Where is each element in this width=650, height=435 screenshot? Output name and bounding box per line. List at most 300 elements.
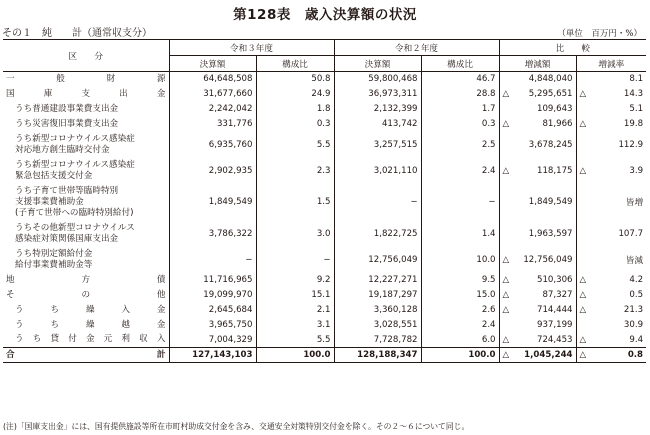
r2-amount-value: − [410, 197, 418, 207]
header-r2-amount: 決算額 [334, 56, 421, 72]
row-label [3, 102, 169, 117]
r3-amount-value: 64,648,508 [203, 74, 253, 85]
table-row [3, 102, 646, 117]
r3-amount-cell [169, 102, 256, 117]
table-row [3, 117, 646, 132]
r2-amount-cell [334, 158, 421, 184]
r2-amount-cell [334, 273, 421, 288]
r2-amount-value: 12,756,049 [368, 254, 418, 265]
r2-ratio-value: 100.0 [468, 350, 496, 360]
r3-amount-cell [169, 348, 256, 363]
label-char: 利 [121, 334, 131, 345]
diff-amount-value: 1,849,549 [528, 197, 573, 207]
negative-triangle-icon: △ [502, 305, 510, 315]
r2-amount-value: 3,360,128 [373, 305, 418, 315]
r3-amount-value: 7,004,329 [208, 334, 253, 345]
negative-triangle-icon: △ [502, 254, 510, 265]
r3-ratio-value: 1.5 [316, 197, 331, 207]
r3-ratio-value: 0.3 [316, 119, 331, 129]
table-row [3, 72, 646, 87]
diff-amount-value: 510,306 [536, 275, 573, 285]
r2-ratio-cell [421, 158, 499, 184]
row-label-text [6, 275, 166, 286]
diff-rate-cell [576, 333, 646, 348]
r3-amount-cell [169, 158, 256, 184]
r2-ratio-cell [421, 132, 499, 158]
diff-amount-value: 109,643 [536, 104, 573, 114]
r2-amount-cell [334, 221, 421, 247]
r2-ratio-value: 0.3 [481, 119, 496, 129]
r2-ratio-value: 2.4 [481, 165, 496, 176]
r2-amount-cell [334, 333, 421, 348]
label-char: 債 [156, 274, 166, 285]
diff-amount-cell [499, 333, 576, 348]
r2-ratio-value: − [488, 197, 496, 207]
diff-rate-cell [576, 87, 646, 102]
r3-amount-value: 3,965,750 [208, 320, 253, 330]
r2-ratio-value: 6.0 [481, 334, 496, 345]
r3-amount-value: 127,143,103 [192, 350, 253, 360]
diff-amount-cell [499, 158, 576, 184]
r2-ratio-value: 46.7 [476, 74, 496, 85]
r2-amount-cell [334, 117, 421, 132]
diff-rate-cell [576, 303, 646, 318]
row-label-text [6, 290, 166, 301]
label-char: 出 [119, 88, 128, 99]
row-label [3, 117, 169, 132]
r2-amount-value: 3,028,551 [373, 320, 418, 330]
negative-triangle-icon: △ [502, 350, 510, 360]
header-rate: 増減率 [576, 56, 646, 72]
r2-ratio-cell [421, 348, 499, 363]
negative-triangle-icon: △ [502, 89, 510, 99]
table-row [3, 303, 646, 318]
row-label [3, 247, 169, 273]
r3-amount-value: 331,776 [216, 119, 253, 129]
negative-triangle-icon: △ [579, 119, 587, 129]
r2-amount-cell [334, 102, 421, 117]
row-label-line: 対応地方創生臨時交付金 [15, 144, 110, 155]
label-char: 繰 [85, 319, 95, 330]
diff-amount-cell [499, 247, 576, 273]
row-label-text [15, 305, 166, 316]
row-label-text [6, 74, 166, 85]
table-row [3, 221, 646, 247]
row-label [3, 221, 169, 247]
r3-ratio-value: 24.9 [311, 89, 331, 99]
row-label [3, 132, 169, 158]
diff-amount-cell [499, 87, 576, 102]
table-row [3, 273, 646, 288]
negative-triangle-icon: △ [502, 275, 510, 285]
r2-ratio-cell [421, 87, 499, 102]
diff-amount-value: 937,199 [536, 320, 573, 330]
row-label [3, 333, 169, 348]
r2-ratio-cell [421, 184, 499, 221]
header-r3-amount: 決算額 [169, 56, 256, 72]
table-row [3, 318, 646, 333]
label-char: 金 [85, 334, 95, 345]
diff-rate-value: 4.2 [629, 275, 644, 285]
header-r2: 令和２年度 [334, 40, 499, 56]
label-char: 付 [68, 334, 77, 345]
r3-ratio-value: 15.1 [311, 290, 331, 300]
row-label-line: うち災害復旧事業費支出金 [15, 118, 119, 129]
label-char: 国 [6, 88, 15, 99]
negative-triangle-icon: △ [502, 290, 510, 300]
r2-ratio-cell [421, 221, 499, 247]
row-label-line: うち普通建設事業費支出金 [15, 103, 119, 114]
r3-amount-value: 2,242,042 [208, 104, 253, 114]
diff-rate-cell [576, 72, 646, 87]
diff-amount-value: 12,756,049 [523, 254, 573, 265]
diff-rate-value: 0.8 [627, 350, 644, 360]
label-char: ち [50, 319, 60, 330]
label-char: 支 [81, 88, 91, 99]
diff-amount-value: 118,175 [536, 165, 573, 176]
r3-ratio-cell [256, 117, 334, 132]
r3-amount-value: − [245, 254, 253, 265]
r2-amount-cell [334, 318, 421, 333]
negative-triangle-icon: △ [579, 89, 587, 99]
r2-amount-cell [334, 87, 421, 102]
diff-rate-cell [576, 288, 646, 303]
diff-rate-value: 107.7 [618, 228, 644, 239]
label-char: 金 [156, 304, 166, 315]
diff-rate-cell [576, 132, 646, 158]
label-char: 財 [106, 73, 116, 84]
label-char: 入 [121, 304, 131, 315]
diff-amount-cell [499, 348, 576, 363]
r2-ratio-value: 2.5 [481, 139, 496, 150]
diff-rate-value: 21.3 [623, 305, 644, 315]
table-row [3, 132, 646, 158]
r3-ratio-value: 3.0 [316, 228, 331, 239]
label-char: の [81, 289, 91, 300]
r2-ratio-value: 1.7 [481, 104, 496, 114]
header-compare: 比 較 [499, 40, 646, 56]
label-char: 越 [121, 319, 131, 330]
diff-amount-cell [499, 221, 576, 247]
diff-amount-value: 724,453 [536, 334, 573, 345]
header-r2-ratio: 構成比 [421, 56, 499, 72]
diff-rate-value: 9.4 [629, 334, 644, 345]
diff-rate-cell [576, 318, 646, 333]
diff-rate-cell [576, 158, 646, 184]
diff-rate-value: 14.3 [623, 89, 644, 99]
row-label-line: 給付事業費補助金等 [15, 259, 93, 270]
row-label-line: 緊急包括支援交付金 [15, 170, 93, 181]
label-char: そ [6, 289, 15, 300]
r3-ratio-value: 50.8 [311, 74, 331, 85]
r2-ratio-cell [421, 303, 499, 318]
diff-amount-value: 81,966 [542, 119, 573, 129]
row-label [3, 288, 169, 303]
header-r3-ratio: 構成比 [256, 56, 334, 72]
label-char: ち [32, 334, 42, 345]
row-label [3, 158, 169, 184]
r2-ratio-cell [421, 247, 499, 273]
label-char: 合 [6, 349, 15, 360]
diff-amount-cell [499, 117, 576, 132]
label-char: 収 [139, 334, 148, 345]
r2-amount-value: 59,800,468 [368, 74, 418, 85]
r3-ratio-cell [256, 221, 334, 247]
diff-amount-cell [499, 102, 576, 117]
diff-amount-cell [499, 318, 576, 333]
row-label-line: うち子育て世帯等臨時特別 [15, 185, 119, 196]
r3-ratio-cell [256, 87, 334, 102]
diff-rate-value: 皆増 [625, 198, 644, 208]
negative-triangle-icon: △ [579, 290, 587, 300]
r2-ratio-cell [421, 72, 499, 87]
r2-ratio-cell [421, 333, 499, 348]
negative-triangle-icon: △ [579, 275, 587, 285]
r3-ratio-cell [256, 72, 334, 87]
r2-ratio-cell [421, 273, 499, 288]
r3-ratio-cell [256, 132, 334, 158]
r3-amount-value: 2,902,935 [208, 165, 253, 176]
label-char: 庫 [43, 88, 53, 99]
negative-triangle-icon: △ [579, 334, 587, 345]
r3-ratio-value: 9.2 [316, 275, 331, 285]
row-label-text [15, 334, 166, 345]
r3-amount-cell [169, 184, 256, 221]
label-char: 一 [6, 73, 15, 84]
r2-ratio-cell [421, 288, 499, 303]
row-label-text [6, 350, 166, 361]
row-label [3, 273, 169, 288]
negative-triangle-icon: △ [579, 165, 587, 176]
r3-ratio-cell [256, 303, 334, 318]
row-label-line: 支援事業費補助金 [15, 196, 84, 207]
diff-amount-cell [499, 288, 576, 303]
r3-amount-cell [169, 132, 256, 158]
r3-amount-cell [169, 87, 256, 102]
r3-amount-cell [169, 273, 256, 288]
label-char: 元 [103, 334, 113, 345]
row-label-line: うち特別定額給付金 [15, 248, 93, 259]
row-label-line: うち新型コロナウイルス感染症 [15, 133, 135, 144]
diff-amount-cell [499, 273, 576, 288]
label-char: う [15, 304, 24, 315]
label-char: 源 [156, 73, 166, 84]
r2-ratio-value: 1.4 [481, 228, 496, 239]
r3-amount-value: 6,935,760 [208, 139, 253, 150]
r2-ratio-value: 28.8 [476, 89, 496, 99]
r2-amount-value: 1,822,725 [373, 228, 418, 239]
row-label [3, 184, 169, 221]
label-char: 入 [156, 334, 166, 345]
r3-ratio-value: 5.5 [316, 139, 331, 150]
table-row [3, 247, 646, 273]
header-diff: 増減額 [499, 56, 576, 72]
r2-amount-cell [334, 72, 421, 87]
r3-ratio-cell [256, 184, 334, 221]
r2-amount-cell [334, 132, 421, 158]
row-label-line: うち新型コロナウイルス感染症 [15, 159, 135, 170]
r3-ratio-value: 1.8 [316, 104, 331, 114]
r3-ratio-cell [256, 348, 334, 363]
label-char: 金 [156, 319, 166, 330]
diff-rate-cell [576, 221, 646, 247]
diff-amount-cell [499, 132, 576, 158]
diff-amount-value: 4,848,040 [528, 74, 573, 85]
r3-amount-cell [169, 303, 256, 318]
diff-amount-cell [499, 184, 576, 221]
negative-triangle-icon: △ [579, 350, 587, 360]
label-char: 貸 [50, 334, 60, 345]
r3-amount-cell [169, 288, 256, 303]
r3-amount-cell [169, 117, 256, 132]
r2-ratio-cell [421, 117, 499, 132]
diff-rate-cell [576, 102, 646, 117]
negative-triangle-icon: △ [579, 305, 587, 315]
diff-rate-value: 皆減 [625, 255, 644, 266]
diff-rate-value: 8.1 [629, 74, 644, 85]
label-char: ち [50, 304, 60, 315]
row-label [3, 318, 169, 333]
diff-rate-cell [576, 247, 646, 273]
diff-rate-value: 30.9 [623, 320, 644, 330]
diff-amount-cell [499, 303, 576, 318]
r2-amount-cell [334, 288, 421, 303]
r3-ratio-cell [256, 247, 334, 273]
label-char: 他 [156, 289, 166, 300]
diff-rate-cell [576, 117, 646, 132]
table-row [3, 333, 646, 348]
diff-amount-cell [499, 72, 576, 87]
diff-amount-value: 87,327 [542, 290, 573, 300]
r3-ratio-cell [256, 273, 334, 288]
total-row [3, 348, 646, 363]
r2-ratio-value: 10.0 [476, 254, 496, 265]
row-label-line: うちその他新型コロナウイルス [15, 222, 135, 233]
row-label [3, 87, 169, 102]
r3-amount-cell [169, 221, 256, 247]
r3-amount-value: 3,786,322 [208, 228, 253, 239]
row-label [3, 348, 169, 363]
negative-triangle-icon: △ [502, 119, 510, 129]
row-label [3, 303, 169, 318]
diff-rate-cell [576, 273, 646, 288]
diff-amount-value: 1,963,597 [528, 228, 573, 239]
diff-amount-value: 5,295,651 [528, 89, 573, 99]
r3-amount-value: 11,716,965 [203, 275, 253, 285]
diff-amount-value: 714,444 [536, 305, 573, 315]
r2-ratio-value: 9.5 [481, 275, 496, 285]
unit-note: （単位 百万円・%） [557, 29, 642, 39]
row-label-text [15, 320, 166, 331]
r3-amount-value: 19,099,970 [203, 290, 253, 300]
r3-amount-value: 1,849,549 [208, 197, 253, 207]
label-char: う [15, 319, 24, 330]
r2-ratio-value: 15.0 [476, 290, 496, 300]
diff-rate-value: 5.1 [629, 104, 644, 114]
diff-rate-value: 0.5 [629, 290, 644, 300]
negative-triangle-icon: △ [502, 334, 510, 345]
r2-amount-value: 12,227,271 [368, 275, 418, 285]
r2-amount-value: 128,188,347 [357, 350, 418, 360]
diff-rate-value: 19.8 [623, 119, 644, 129]
r2-amount-value: 3,021,110 [373, 165, 418, 176]
table-row [3, 184, 646, 221]
header-row-1 [3, 40, 646, 56]
r2-amount-value: 413,742 [381, 119, 418, 129]
r3-amount-value: 2,645,684 [208, 305, 253, 315]
label-char: う [15, 334, 24, 345]
negative-triangle-icon: △ [502, 165, 510, 176]
diff-rate-cell [576, 184, 646, 221]
r3-amount-cell [169, 318, 256, 333]
r3-amount-cell [169, 333, 256, 348]
r2-amount-value: 7,728,782 [373, 334, 418, 345]
r3-ratio-cell [256, 102, 334, 117]
r2-amount-value: 3,257,515 [373, 139, 418, 150]
diff-amount-value: 3,678,245 [528, 139, 573, 150]
diff-amount-value: 1,045,244 [524, 350, 573, 360]
r2-ratio-cell [421, 102, 499, 117]
r2-amount-value: 36,973,311 [368, 89, 418, 99]
r3-ratio-value: 3.1 [316, 320, 331, 330]
table-subtitle: その１ 純 計（通常収支分） [2, 28, 152, 39]
row-label-line: 感染症対策関係国庫支出金 [15, 233, 119, 244]
r2-amount-cell [334, 184, 421, 221]
row-label-line: (子育て世帯への臨時特別給付) [15, 207, 134, 218]
label-char: 繰 [85, 304, 95, 315]
row-label-text [6, 89, 166, 100]
r3-ratio-cell [256, 318, 334, 333]
table-row [3, 87, 646, 102]
r3-ratio-value: 100.0 [303, 350, 331, 360]
r2-amount-cell [334, 247, 421, 273]
r3-amount-value: 31,677,660 [203, 89, 253, 99]
diff-rate-cell [576, 348, 646, 363]
r3-ratio-cell [256, 158, 334, 184]
r2-amount-cell [334, 303, 421, 318]
revenue-table [3, 39, 646, 363]
page-title: 第128表 歳入決算額の状況 [233, 7, 417, 23]
label-char: 金 [156, 88, 166, 99]
label-char: 地 [6, 274, 15, 285]
label-char: 般 [56, 73, 65, 84]
r2-ratio-cell [421, 318, 499, 333]
r2-ratio-value: 2.4 [481, 320, 496, 330]
r2-amount-cell [334, 348, 421, 363]
diff-rate-value: 112.9 [618, 139, 644, 150]
label-char: 方 [81, 274, 91, 285]
r2-ratio-value: 2.6 [481, 305, 496, 315]
r3-ratio-value: − [323, 254, 331, 265]
r3-ratio-value: 2.3 [316, 165, 331, 176]
footnote: (注)「国庫支出金」には、国有提供施設等所在市町村助成交付金を含み、交通安全対策特別交付金を除く。その２〜６について同じ。 [3, 422, 470, 431]
r3-ratio-value: 2.1 [316, 305, 331, 315]
r3-amount-cell [169, 72, 256, 87]
r3-ratio-cell [256, 333, 334, 348]
r2-amount-value: 19,187,297 [368, 290, 418, 300]
table-row [3, 288, 646, 303]
table-row [3, 158, 646, 184]
header-category: 区 分 [3, 40, 169, 72]
header-r3: 令和３年度 [169, 40, 334, 56]
r3-amount-cell [169, 247, 256, 273]
label-char: 計 [156, 349, 166, 360]
r2-amount-value: 2,132,399 [373, 104, 418, 114]
diff-rate-value: 3.9 [629, 165, 644, 176]
r3-ratio-value: 5.5 [316, 334, 331, 345]
r3-ratio-cell [256, 288, 334, 303]
row-label [3, 72, 169, 87]
